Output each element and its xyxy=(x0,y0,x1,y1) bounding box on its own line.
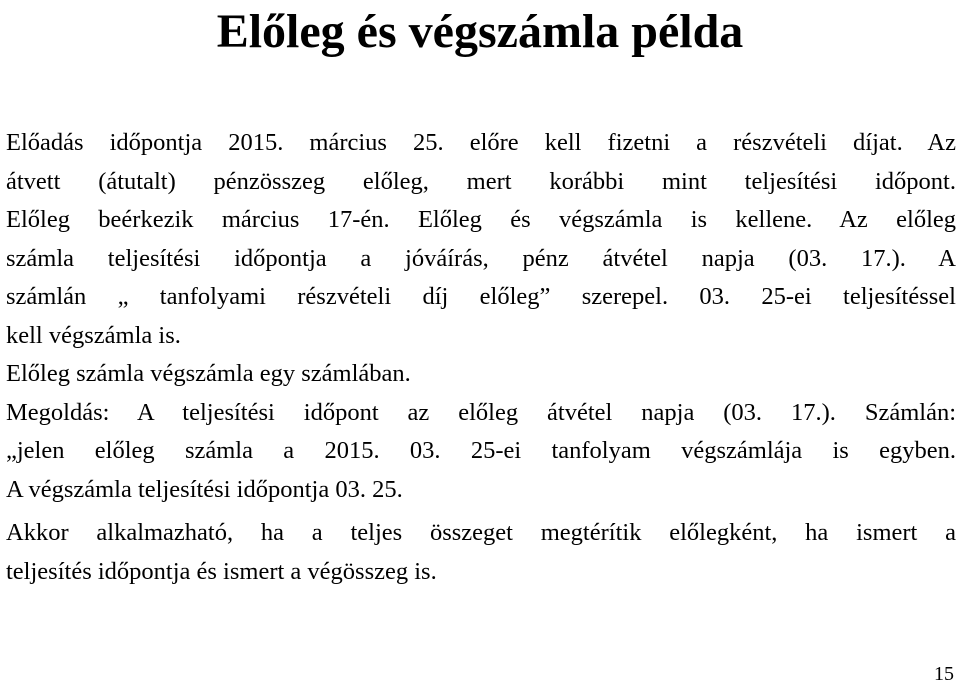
text-line: Előleg beérkezik március 17-én. Előleg és végszámla is kellene. Az előleg xyxy=(6,206,956,233)
page-number: 15 xyxy=(934,663,954,685)
text-line: Előleg számla végszámla egy számlában. xyxy=(6,360,411,387)
text-line: számlán „ tanfolyami részvételi díj előleg” szerepel. 03. 25-ei teljesítéssel xyxy=(6,283,956,310)
slide-title: Előleg és végszámla példa xyxy=(216,5,744,58)
paragraph-solution xyxy=(6,394,956,510)
slide-body xyxy=(6,124,956,591)
paragraph-combined-invoice xyxy=(6,355,956,394)
paragraph-applicability xyxy=(6,514,956,591)
text-line: kell végszámla is. xyxy=(6,321,181,349)
text-line: Előadás időpontja 2015. március 25. előre kell fizetni a részvételi díjat. Az xyxy=(6,129,956,156)
text-line: teljesítés időpontja és ismert a végösszeg is. xyxy=(6,557,437,585)
text-line: számla teljesítési időpontja a jóváírás, pénz átvétel napja (03. 17.). A xyxy=(6,244,956,272)
text-line: A végszámla teljesítési időpontja 03. 25. xyxy=(6,475,403,503)
text-line: átvett (átutalt) pénzösszeg előleg, mert korábbi mint teljesítési időpont. xyxy=(6,167,956,195)
paragraph-example-scenario xyxy=(6,124,956,355)
text-line: „jelen előleg számla a 2015. 03. 25-ei tanfolyam végszámlája is egyben. xyxy=(6,437,956,464)
text-line: Akkor alkalmazható, ha a teljes összeget megtérítik előlegként, ha ismert a xyxy=(6,519,956,546)
text-line: Megoldás: A teljesítési időpont az előleg átvétel napja (03. 17.). Számlán: xyxy=(6,398,956,426)
